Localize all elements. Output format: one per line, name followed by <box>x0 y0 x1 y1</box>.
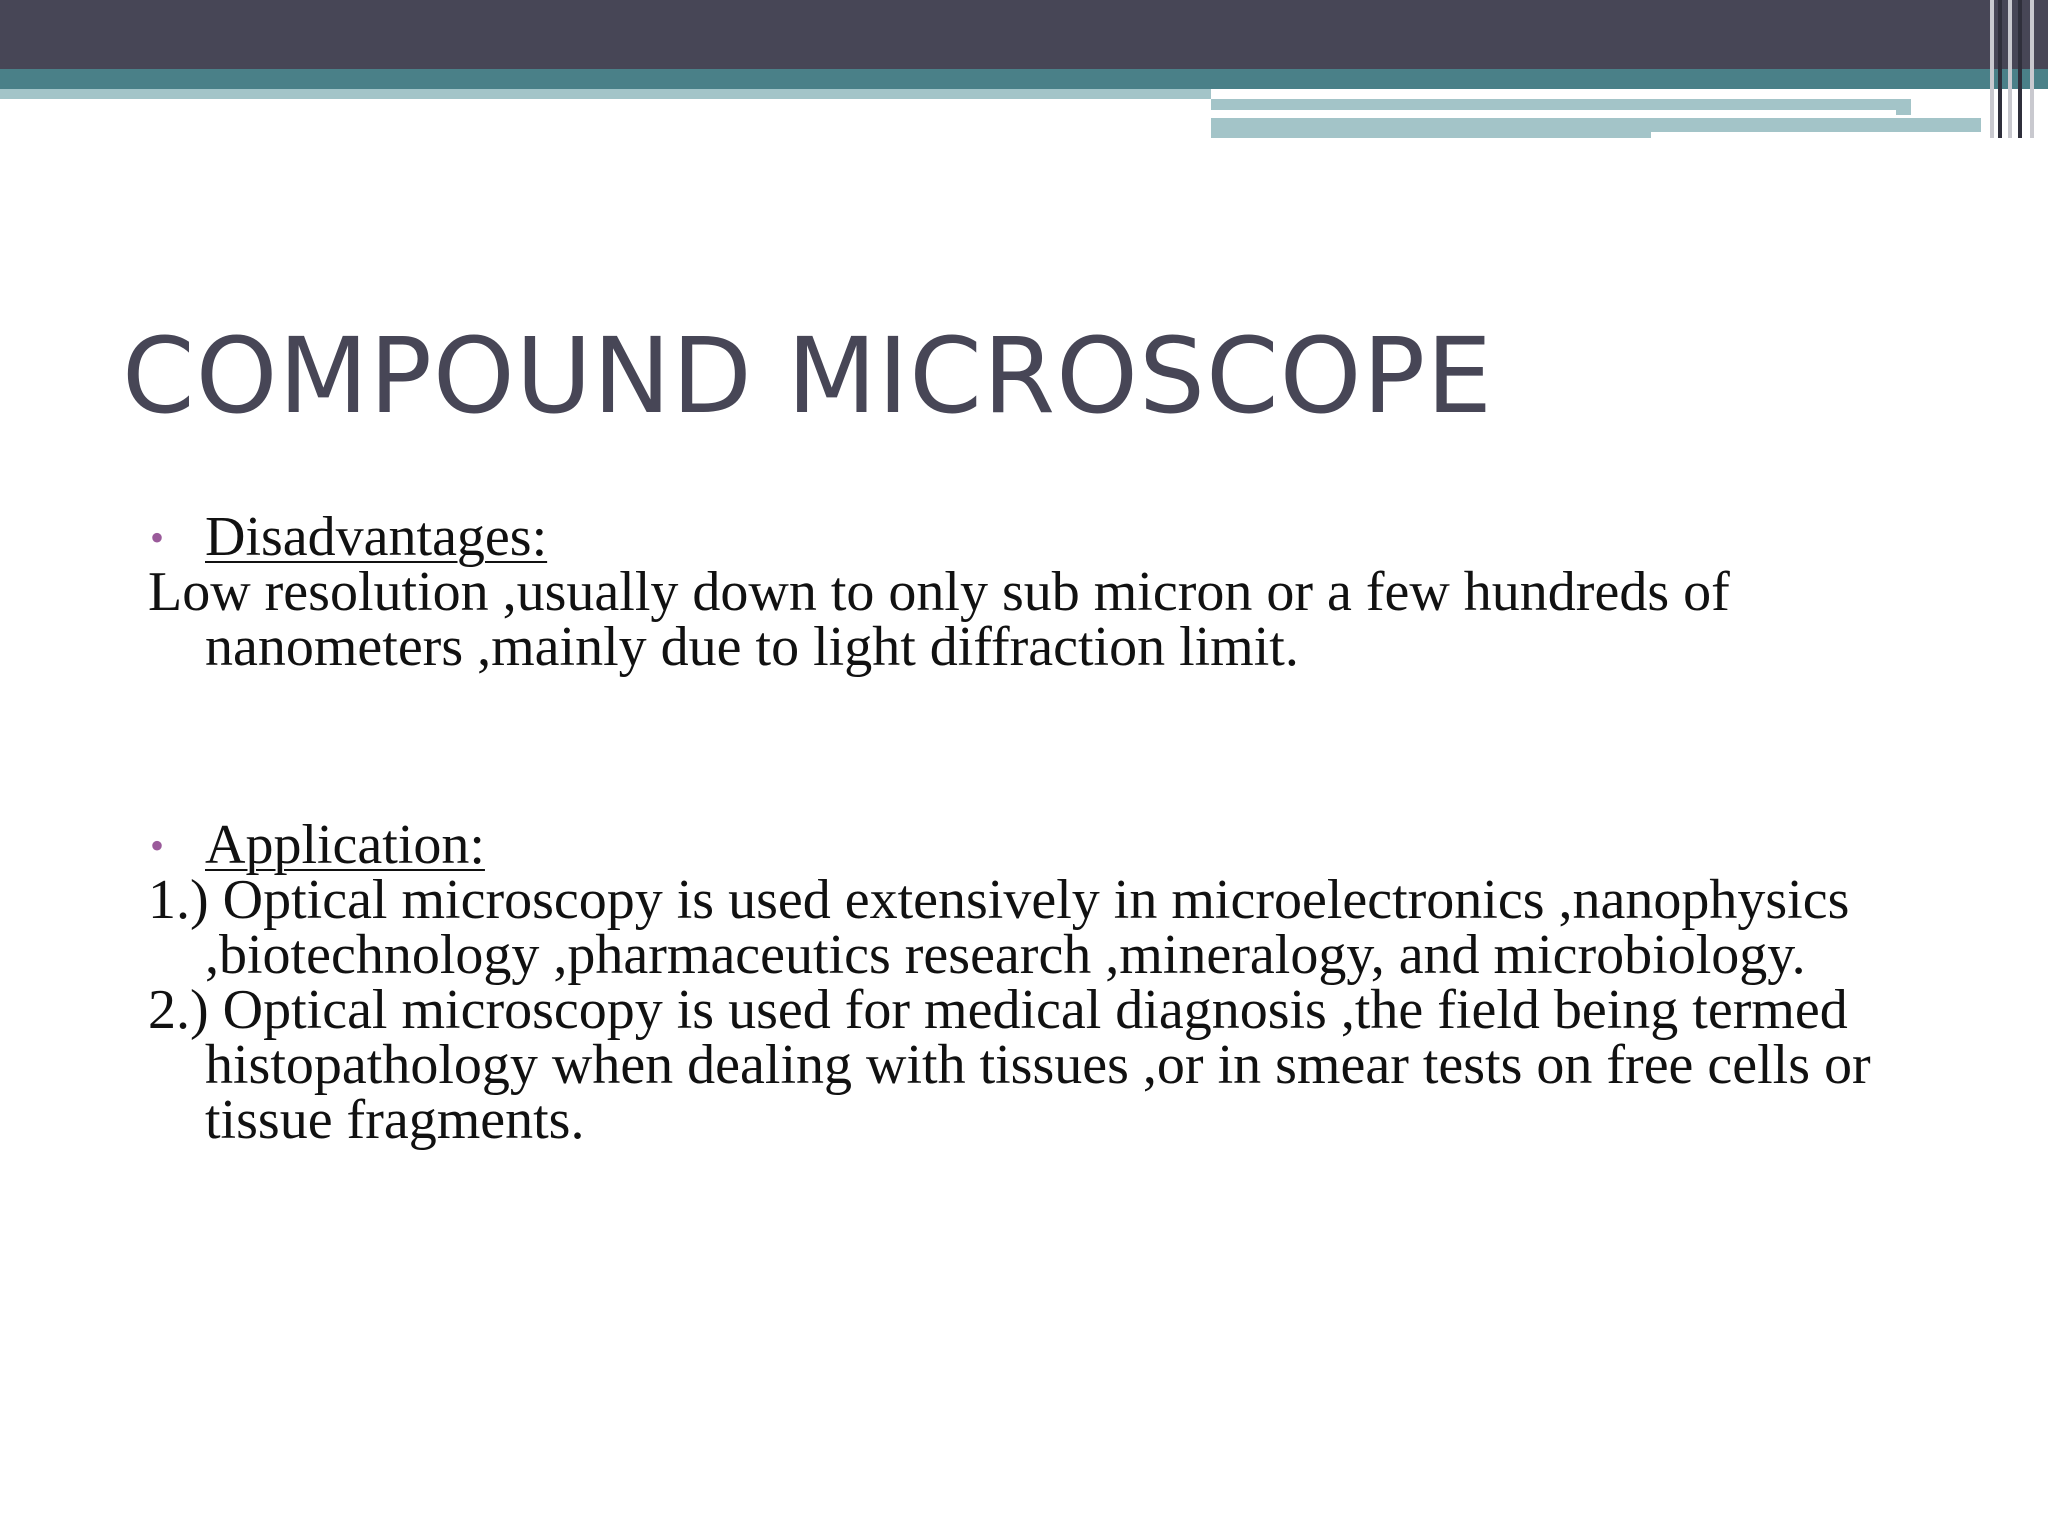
slide-title: COMPOUND MICROSCOPE <box>122 315 1493 437</box>
application-bullet <box>148 814 1928 876</box>
header-bar-light-right-tail <box>1651 118 1981 132</box>
header-bar-light-right-lower <box>1211 118 1651 138</box>
disadvantages-section <box>148 506 1928 678</box>
disadvantages-paragraph: Low resolution ,usually down to only sub micron or a few hundreds of nanometers ,mainly due to light diffraction limit. <box>148 561 1730 678</box>
application-heading: Application: <box>205 814 485 876</box>
application-section <box>148 814 1928 1151</box>
disadvantages-heading: Disadvantages: <box>205 506 548 568</box>
header-edge-stripe <box>2008 0 2012 138</box>
header-edge-stripe <box>1998 0 2002 138</box>
header-bar-light-left <box>0 89 1211 99</box>
disadvantages-bullet <box>148 506 1928 568</box>
bullet-icon: • <box>150 515 165 560</box>
application-item-1: 1.) Optical microscopy is used extensively in microelectronics ,nanophysics ,biotechnology ,pharmaceutics research ,mineralogy, and microbiology. <box>148 869 1850 986</box>
header-edge-stripe <box>1990 0 1994 138</box>
header-edge-stripe <box>2018 0 2022 138</box>
header-bar-dark <box>0 0 2048 69</box>
application-item-2: 2.) Optical microscopy is used for medical diagnosis ,the field being termed histopathology when dealing with tissues ,or in smear tests on free cells or tissue fragments. <box>148 979 1871 1151</box>
header-divider-line <box>1211 110 1896 115</box>
header-edge-stripe <box>2030 0 2034 138</box>
bullet-icon: • <box>150 823 165 868</box>
header-bar-teal <box>0 69 2048 89</box>
